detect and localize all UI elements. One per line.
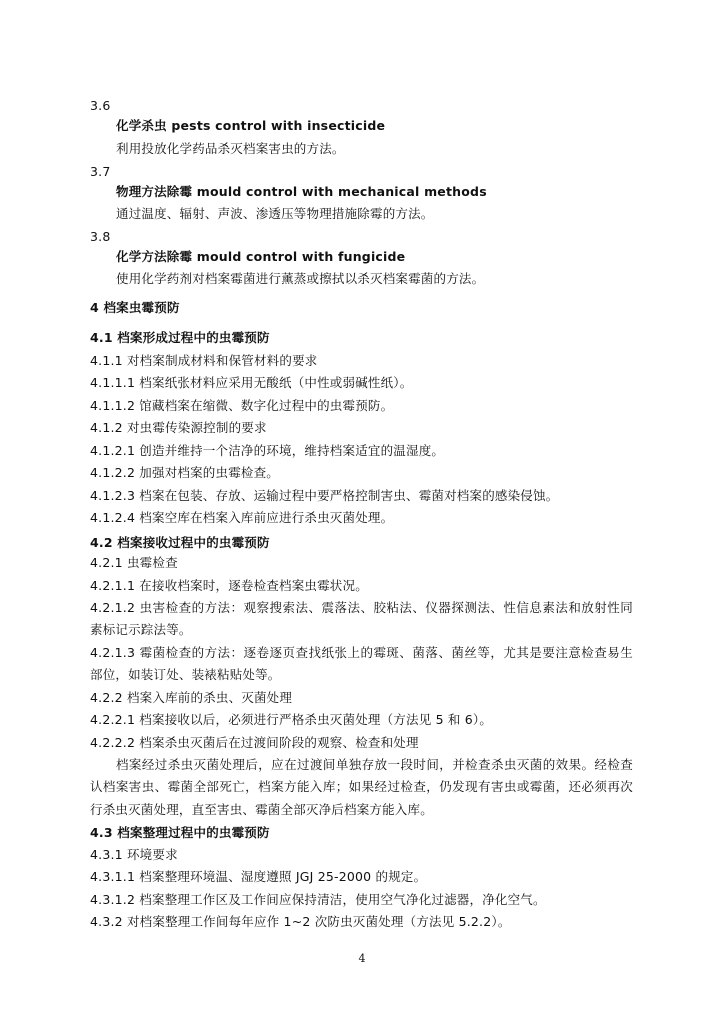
section-4-3-heading: 4.3 档案整理过程中的虫霉预防: [90, 825, 270, 840]
clause-3-8-term: 化学方法除霉 mould control with fungicide: [116, 249, 406, 264]
item-4-1-1-2: 4.1.1.2 馆藏档案在缩微、数字化过程中的虫霉预防。: [90, 398, 394, 413]
item-4-2-1-1: 4.2.1.1 在接收档案时，逐卷检查档案虫霉状况。: [90, 578, 368, 593]
clause-3-7-definition: 通过温度、辐射、声波、渗透压等物理措施除霉的方法。: [116, 206, 434, 221]
item-4-2-1-3-line1: 4.2.1.3 霉菌检查的方法：逐卷逐页查找纸张上的霉斑、菌落、菌丝等，尤其是要注意检查易生: [90, 645, 633, 660]
item-4-3-1: 4.3.1 环境要求: [90, 847, 178, 862]
item-4-1-2-3: 4.1.2.3 档案在包装、存放、运输过程中要严格控制害虫、霉菌对档案的感染侵蚀。: [90, 488, 559, 503]
clause-3-6-term: 化学杀虫 pests control with insecticide: [116, 118, 386, 133]
section-4-heading: 4 档案虫霉预防: [90, 300, 180, 315]
section-4-2-heading: 4.2 档案接收过程中的虫霉预防: [90, 535, 270, 550]
item-4-1-2: 4.1.2 对虫霉传染源控制的要求: [90, 420, 267, 435]
para-4-2-2-2-line2: 认档案害虫、霉菌全部死亡，档案方能入库；如果经过检查，仍发现有害虫或霉菌，还必须再次: [90, 779, 633, 794]
item-4-2-1-2-line2: 素标记示踪法等。: [90, 622, 192, 637]
section-4-1-heading: 4.1 档案形成过程中的虫霉预防: [90, 330, 270, 345]
item-4-1-2-2: 4.1.2.2 加强对档案的虫霉检查。: [90, 465, 280, 480]
clause-3-7-number: 3.7: [90, 164, 111, 179]
item-4-1-1: 4.1.1 对档案制成材料和保管材料的要求: [90, 353, 318, 368]
item-4-3-1-2: 4.3.1.2 档案整理工作区及工作间应保持清洁，使用空气净化过滤器，净化空气。: [90, 892, 546, 907]
item-4-1-2-1: 4.1.2.1 创造并维持一个洁净的环境，维持档案适宜的温湿度。: [90, 443, 445, 458]
item-4-2-1: 4.2.1 虫霉检查: [90, 555, 178, 570]
clause-3-6-definition: 利用投放化学药品杀灭档案害虫的方法。: [116, 141, 345, 156]
item-4-2-1-2-line1: 4.2.1.2 虫害检查的方法：观察搜索法、震落法、胶粘法、仪器探测法、性信息素法和放射性同: [90, 600, 633, 615]
para-4-2-2-2-line3: 行杀虫灭菌处理，直至害虫、霉菌全部灭净后档案方能入库。: [90, 802, 433, 817]
clause-3-6-number: 3.6: [90, 98, 111, 113]
item-4-2-2-1: 4.2.2.1 档案接收以后，必须进行严格杀虫灭菌处理（方法见 5 和 6）。: [90, 712, 493, 727]
para-4-2-2-2-line1: 档案经过杀虫灭菌处理后，应在过渡间单独存放一段时间，并检查杀虫灭菌的效果。经检查: [116, 757, 633, 772]
item-4-1-2-4: 4.1.2.4 档案空库在档案入库前应进行杀虫灭菌处理。: [90, 510, 394, 525]
item-4-2-2-2: 4.2.2.2 档案杀虫灭菌后在过渡间阶段的观察、检查和处理: [90, 735, 419, 750]
page-number: 4: [358, 952, 366, 965]
item-4-2-1-3-line2: 部位，如装订处、装裱粘贴处等。: [90, 667, 281, 682]
item-4-3-1-1: 4.3.1.1 档案整理环境温、湿度遵照 JGJ 25-2000 的规定。: [90, 869, 427, 884]
item-4-2-2: 4.2.2 档案入库前的杀虫、灭菌处理: [90, 690, 293, 705]
clause-3-8-number: 3.8: [90, 229, 111, 244]
clause-3-7-term: 物理方法除霉 mould control with mechanical methods: [116, 184, 487, 199]
item-4-3-2: 4.3.2 对档案整理工作间每年应作 1~2 次防虫灭菌处理（方法见 5.2.2）。: [90, 914, 511, 929]
item-4-1-1-1: 4.1.1.1 档案纸张材料应采用无酸纸（中性或弱碱性纸）。: [90, 375, 413, 390]
clause-3-8-definition: 使用化学药剂对档案霉菌进行薰蒸或擦拭以杀灭档案霉菌的方法。: [116, 271, 485, 286]
